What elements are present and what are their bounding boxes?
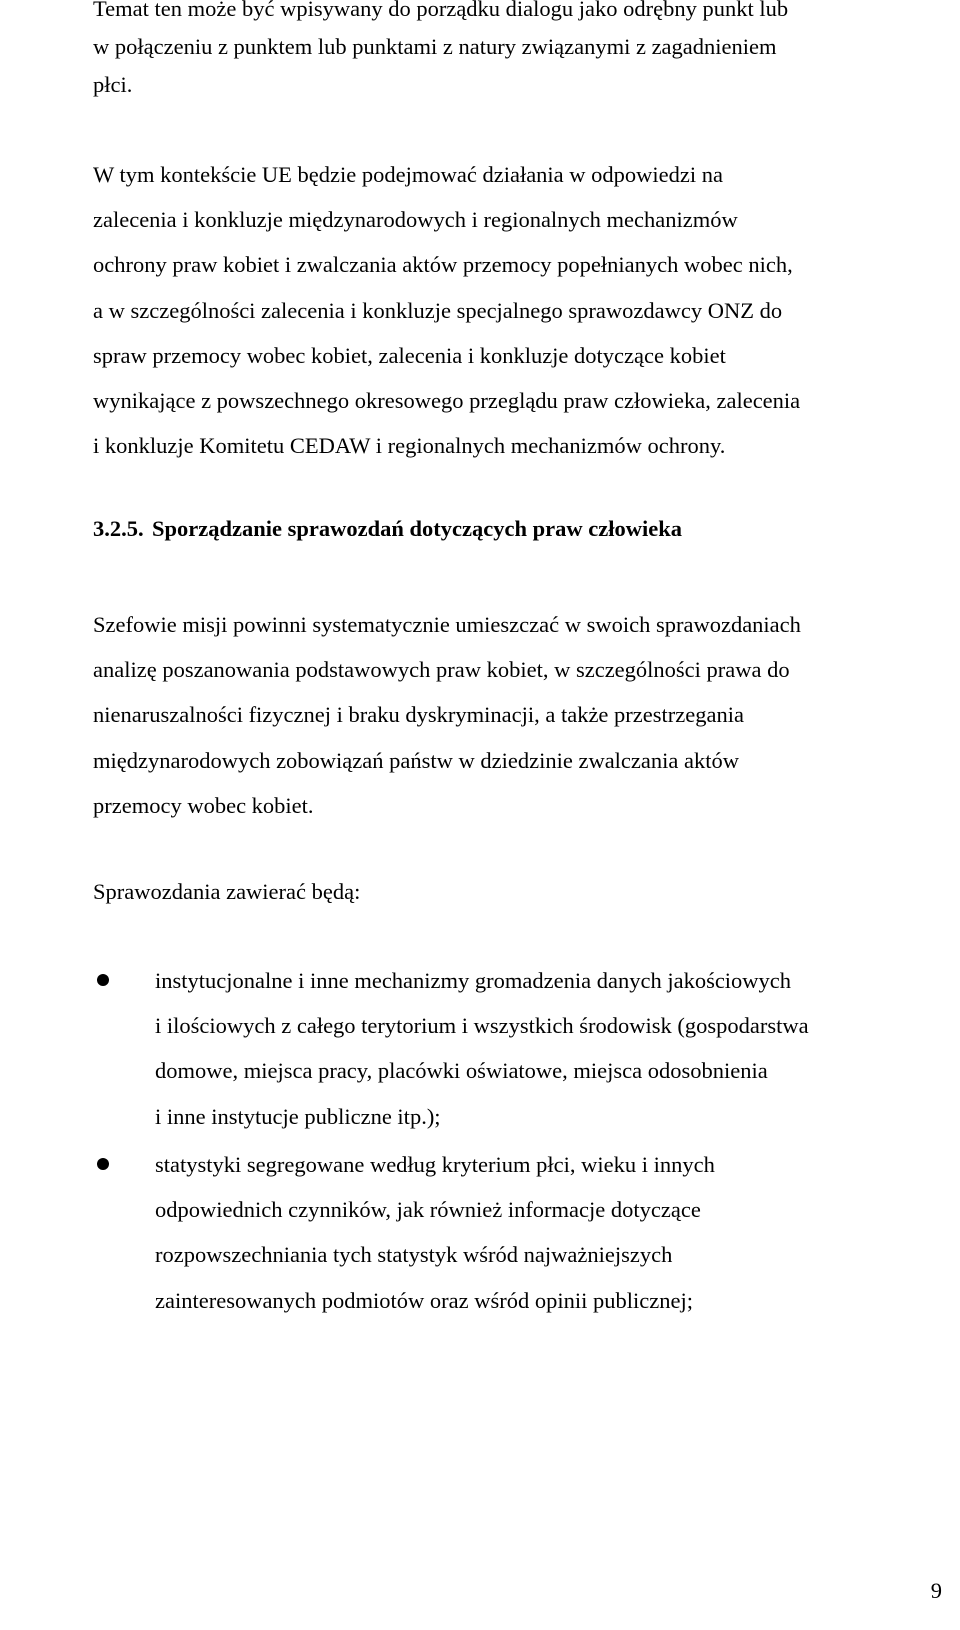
paragraph-line: Szefowie misji powinni systematycznie umieszczać w swoich sprawozdaniach xyxy=(93,612,801,637)
bullet-line: rozpowszechniania tych statystyk wśród najważniejszych xyxy=(155,1242,673,1268)
bullet-list-item xyxy=(155,1142,945,1323)
paragraph-line: Temat ten może być wpisywany do porządku dialogu jako odrębny punkt lub xyxy=(93,0,789,21)
bullet-line: statystyki segregowane według kryterium płci, wieku i innych xyxy=(155,1152,715,1177)
paragraph-line: spraw przemocy wobec kobiet, zalecenia i konkluzje dotyczące kobiet xyxy=(93,342,726,368)
paragraph-line: analizę poszanowania podstawowych praw kobiet, w szczególności prawa do xyxy=(93,657,790,683)
bullet-line: i ilościowych z całego terytorium i wszystkich środowisk (gospodarstwa xyxy=(155,1013,809,1039)
bullet-line: domowe, miejsca pracy, placówki oświatowe, miejsca odosobnienia xyxy=(155,1058,768,1084)
section-heading xyxy=(93,516,682,542)
bullet-line: instytucjonalne i inne mechanizmy gromadzenia danych jakościowych xyxy=(155,968,792,993)
section-number: 3.2.5. xyxy=(93,516,144,541)
bullet-line: odpowiednich czynników, jak również informacje dotyczące xyxy=(155,1197,701,1223)
paragraph-line: Sprawozdania zawierać będą: xyxy=(93,879,361,904)
paragraph-3 xyxy=(93,602,943,828)
paragraph-line: międzynarodowych zobowiązań państw w dziedzinie zwalczania aktów xyxy=(93,747,739,773)
paragraph-line: w połączeniu z punktem lub punktami z natury związanymi z zagadnieniem xyxy=(93,34,777,59)
section-title: Sporządzanie sprawozdań dotyczących praw człowieka xyxy=(152,516,682,541)
paragraph-line: ochrony praw kobiet i zwalczania aktów przemocy popełnianych wobec nich, xyxy=(93,252,793,278)
bullet-icon xyxy=(97,1158,109,1170)
bullet-icon xyxy=(97,974,109,986)
paragraph-line: W tym kontekście UE będzie podejmować działania w odpowiedzi na xyxy=(93,162,723,187)
paragraph-line: przemocy wobec kobiet. xyxy=(93,792,314,818)
paragraph-line: płci. xyxy=(93,72,133,97)
paragraph-line: nienaruszalności fizycznej i braku dyskryminacji, a także przestrzegania xyxy=(93,702,744,728)
paragraph-line: zalecenia i konkluzje międzynarodowych i regionalnych mechanizmów xyxy=(93,207,738,233)
page-number: 9 xyxy=(930,1578,942,1603)
paragraph-4 xyxy=(93,869,943,914)
bullet-line: zainteresowanych podmiotów oraz wśród opinii publicznej; xyxy=(155,1287,693,1313)
paragraph-line: wynikające z powszechnego okresowego przeglądu praw człowieka, zalecenia xyxy=(93,388,801,414)
bullet-list-item xyxy=(155,958,945,1139)
paragraph-1 xyxy=(93,0,943,104)
paragraph-line: a w szczególności zalecenia i konkluzje specjalnego sprawozdawcy ONZ do xyxy=(93,297,783,323)
paragraph-line: i konkluzje Komitetu CEDAW i regionalnych mechanizmów ochrony. xyxy=(93,433,726,459)
paragraph-2 xyxy=(93,152,943,468)
bullet-line: i inne instytucje publiczne itp.); xyxy=(155,1103,441,1129)
